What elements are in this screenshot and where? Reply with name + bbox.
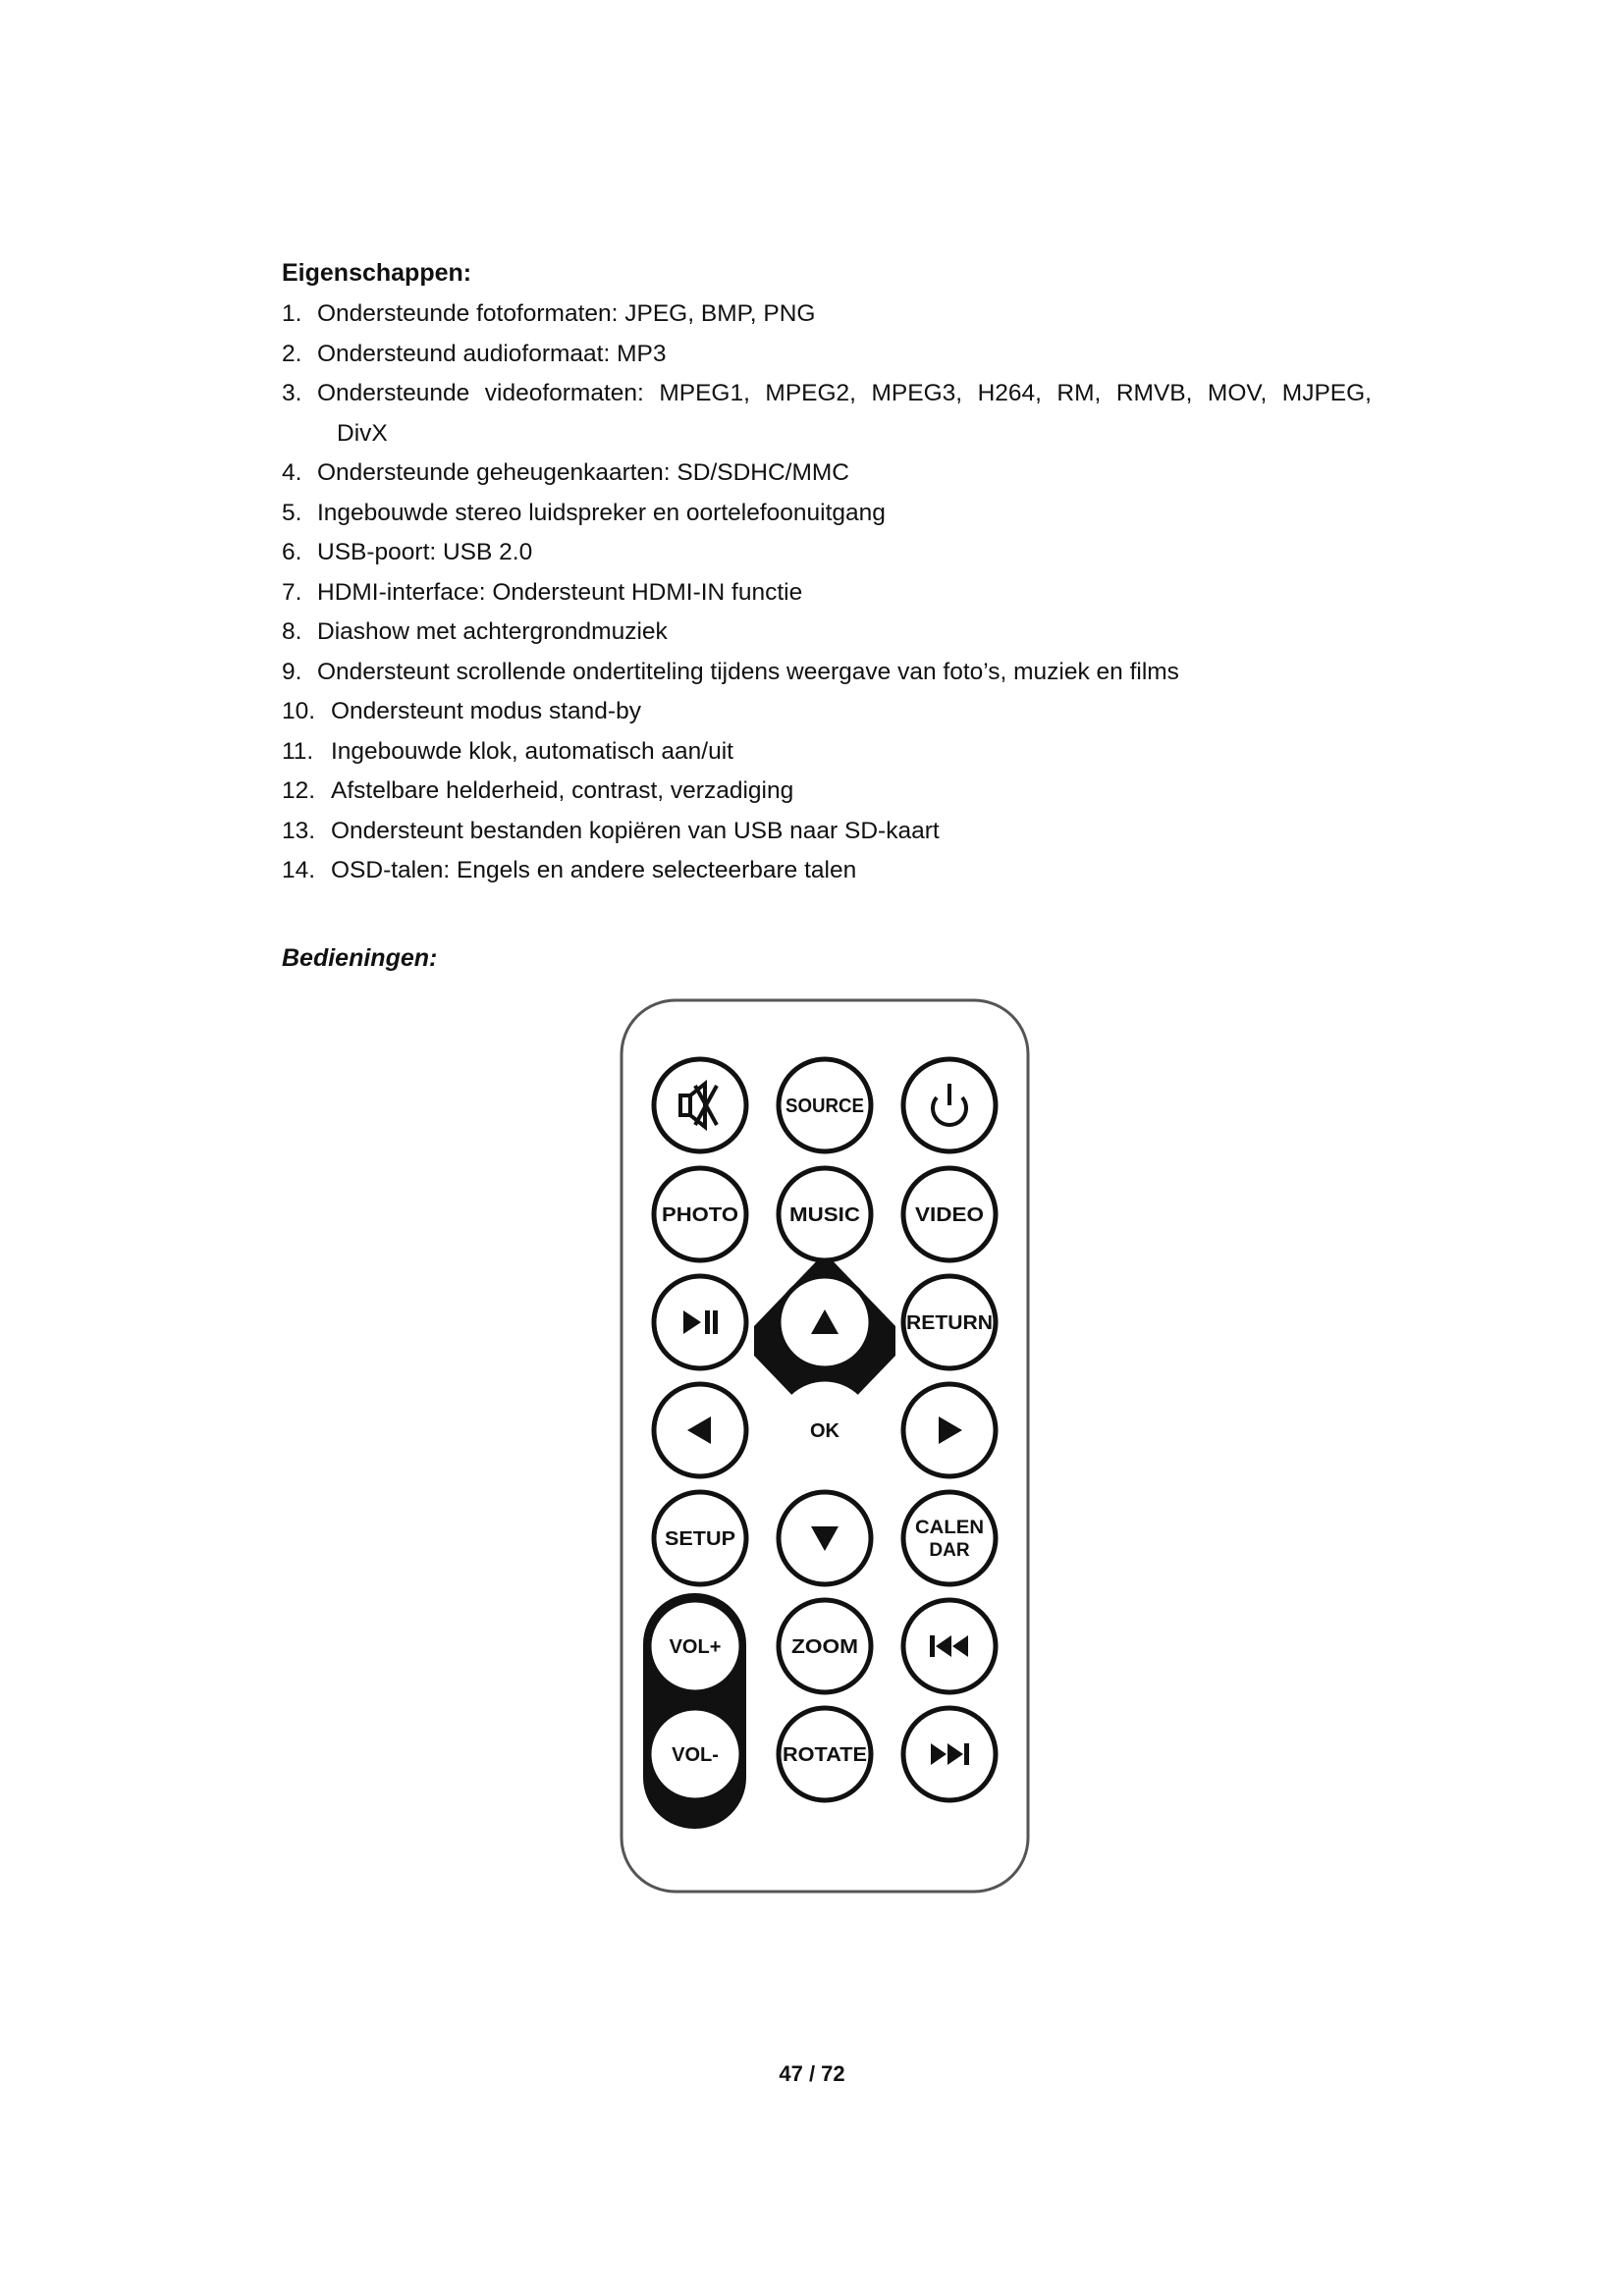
- photo-label: PHOTO: [662, 1204, 738, 1226]
- return-label: RETURN: [906, 1312, 993, 1334]
- right-button[interactable]: [903, 1384, 996, 1476]
- list-item: 6. USB-poort: USB 2.0: [282, 539, 533, 565]
- list-item: 5. Ingebouwde stereo luidspreker en oortelefoonuitgang: [282, 499, 886, 526]
- play-pause-button[interactable]: [654, 1276, 746, 1368]
- mute-button[interactable]: [654, 1059, 746, 1151]
- list-item: 10. Ondersteunt modus stand-by: [282, 698, 641, 724]
- zoom-label: ZOOM: [791, 1636, 858, 1658]
- next-button[interactable]: [903, 1708, 996, 1800]
- vol-up-label: VOL+: [669, 1636, 722, 1658]
- list-item: 14. OSD-talen: Engels en andere selecteerbare talen: [282, 857, 857, 883]
- list-item: 9. Ondersteunt scrollende ondertiteling tijdens weergave van foto’s, muziek en films: [282, 658, 1179, 685]
- calendar-label-line1: CALEN: [915, 1518, 984, 1538]
- remote-control-diagram: [619, 997, 1031, 1895]
- list-item-continuation: DivX: [337, 419, 388, 447]
- list-item: 11. Ingebouwde klok, automatisch aan/uit: [282, 737, 733, 765]
- list-item: 3. Ondersteunde videoformaten: MPEG1, MPEG2, MPEG3, H264, RM, RMVB, MOV, MJPEG,: [282, 380, 1372, 406]
- ok-label: OK: [810, 1420, 839, 1442]
- left-button[interactable]: [654, 1384, 746, 1476]
- list-item: 13. Ondersteunt bestanden kopiëren van USB naar SD-kaart: [282, 817, 940, 844]
- features-list: [282, 294, 1372, 891]
- features-heading: Eigenschappen:: [282, 259, 472, 287]
- page-number: 47 / 72: [779, 2061, 845, 2086]
- controls-heading: Bedieningen:: [282, 944, 438, 972]
- power-button[interactable]: [903, 1059, 996, 1151]
- video-label: VIDEO: [915, 1204, 984, 1226]
- calendar-label-line2: DAR: [929, 1540, 970, 1561]
- list-item: 7. HDMI-interface: Ondersteunt HDMI-IN functie: [282, 578, 803, 606]
- list-item: 12. Afstelbare helderheid, contrast, verzadiging: [282, 777, 794, 804]
- source-label: SOURCE: [785, 1095, 864, 1117]
- vol-down-label: VOL-: [672, 1744, 719, 1766]
- list-item: 8. Diashow met achtergrondmuziek: [282, 618, 668, 645]
- calendar-button[interactable]: [903, 1492, 996, 1584]
- rotate-label: ROTATE: [783, 1744, 867, 1766]
- setup-label: SETUP: [665, 1528, 735, 1550]
- previous-button[interactable]: [903, 1600, 996, 1692]
- down-button[interactable]: [779, 1492, 871, 1584]
- up-button[interactable]: [779, 1276, 871, 1368]
- music-label: MUSIC: [789, 1204, 860, 1226]
- list-item: 2. Ondersteund audioformaat: MP3: [282, 340, 667, 367]
- list-item: 1. Ondersteunde fotoformaten: JPEG, BMP, PNG: [282, 300, 816, 327]
- list-item: 4. Ondersteunde geheugenkaarten: SD/SDHC/MMC: [282, 459, 850, 486]
